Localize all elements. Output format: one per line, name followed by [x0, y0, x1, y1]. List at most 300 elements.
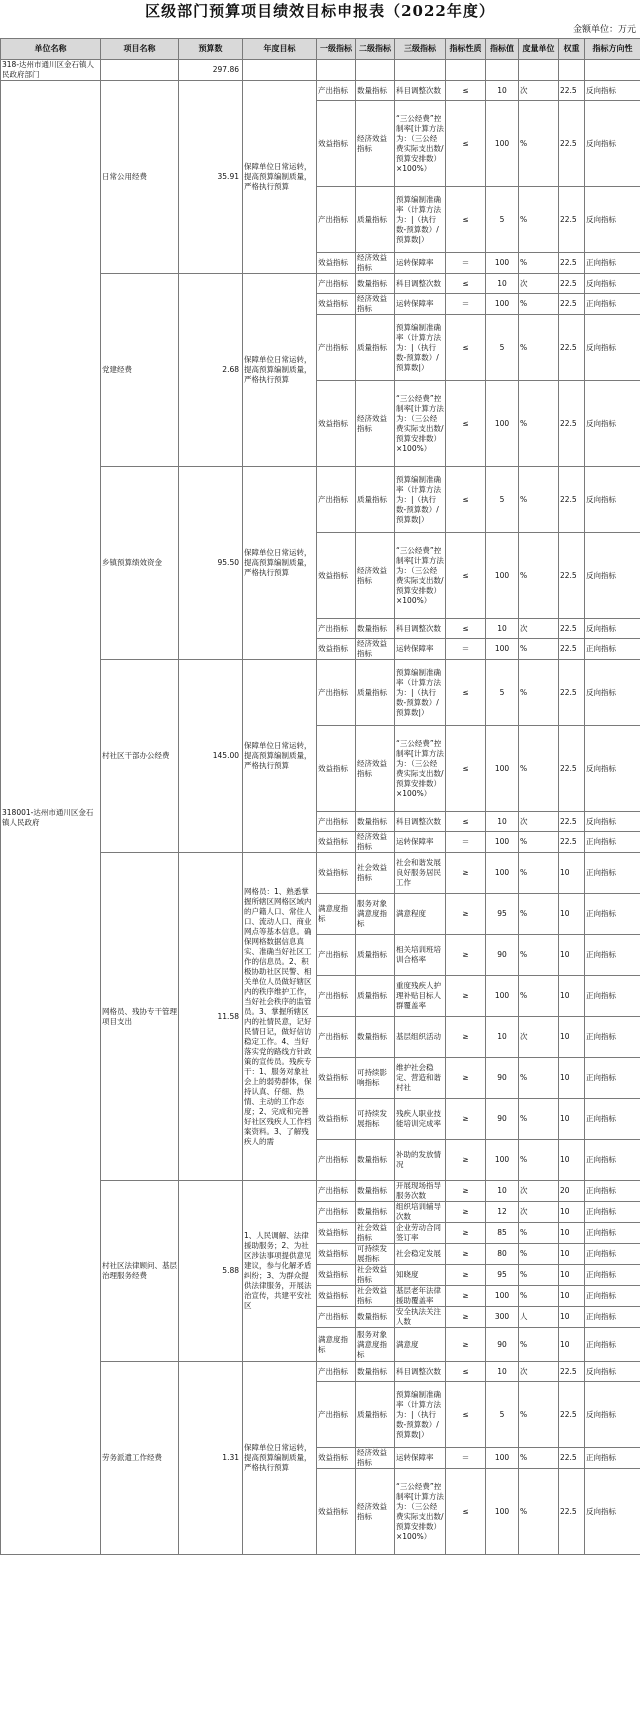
level3-indicator: 满意度 — [395, 1328, 446, 1362]
indicator-direction: 正向指标 — [585, 1181, 640, 1202]
level3-indicator: 运转保障率 — [395, 832, 446, 853]
level3-indicator: 开展现场指导服务次数 — [395, 1181, 446, 1202]
indicator-value: 10 — [486, 812, 519, 832]
measure-unit: % — [519, 660, 559, 726]
annual-goal: 保障单位日常运转，提高预算编制质量，严格执行预算 — [243, 274, 317, 467]
indicator-value: 90 — [486, 1058, 519, 1099]
level3-indicator: “三公经费”控制率[计算方法为：（三公经费实际支出数/预算安排数）×100%） — [395, 381, 446, 467]
level1-indicator: 效益指标 — [317, 853, 356, 894]
level3-indicator: 预算编制准确率（计算方法为：|（执行数-预算数）/预算数|） — [395, 1382, 446, 1448]
indicator-direction: 正向指标 — [585, 1140, 640, 1181]
indicator-nature: ≥ — [446, 976, 486, 1017]
level1-indicator: 产出指标 — [317, 187, 356, 253]
indicator-direction: 反向指标 — [585, 467, 640, 533]
measure-unit: 次 — [519, 1362, 559, 1382]
indicator-value: 10 — [486, 1362, 519, 1382]
level1-indicator: 产出指标 — [317, 1362, 356, 1382]
indicator-row — [1, 81, 640, 101]
level3-indicator: 运转保障率 — [395, 253, 446, 274]
level1-indicator: 效益指标 — [317, 294, 356, 315]
level3-indicator: “三公经费”控制率[计算方法为：（三公经费实际支出数/预算安排数）×100%） — [395, 533, 446, 619]
level2-indicator: 数量指标 — [356, 1202, 395, 1223]
indicator-nature: ≥ — [446, 853, 486, 894]
level1-indicator: 产出指标 — [317, 1181, 356, 1202]
level1-indicator: 产出指标 — [317, 1307, 356, 1328]
level3-indicator: 重度残疾人护理补贴目标人群覆盖率 — [395, 976, 446, 1017]
level1-indicator: 效益指标 — [317, 1469, 356, 1555]
indicator-direction: 反向指标 — [585, 660, 640, 726]
indicator-weight: 22.5 — [559, 187, 585, 253]
level1-indicator: 效益指标 — [317, 381, 356, 467]
level3-indicator: 科目调整次数 — [395, 81, 446, 101]
level2-indicator: 数量指标 — [356, 1362, 395, 1382]
level1-indicator: 产出指标 — [317, 1017, 356, 1058]
level1-indicator: 效益指标 — [317, 832, 356, 853]
unit-name: 318001-达州市通川区金石镇人民政府 — [1, 81, 101, 1555]
indicator-nature: ＝ — [446, 253, 486, 274]
measure-unit: % — [519, 726, 559, 812]
indicator-direction: 反向指标 — [585, 315, 640, 381]
level1-indicator: 产出指标 — [317, 935, 356, 976]
level3-indicator: “三公经费”控制率[计算方法为：（三公经费实际支出数/预算安排数）×100%） — [395, 1469, 446, 1555]
project-budget: 95.50 — [179, 467, 243, 660]
measure-unit: % — [519, 533, 559, 619]
level2-indicator: 质量指标 — [356, 467, 395, 533]
level3-indicator: 残疾人职业技能培训完成率 — [395, 1099, 446, 1140]
indicator-value: 85 — [486, 1223, 519, 1244]
col-annual-goal: 年度目标 — [243, 39, 317, 60]
level3-indicator: 补助的发放情况 — [395, 1140, 446, 1181]
indicator-weight: 10 — [559, 1017, 585, 1058]
indicator-value: 5 — [486, 660, 519, 726]
indicator-nature: ≤ — [446, 660, 486, 726]
indicator-value: 100 — [486, 1448, 519, 1469]
level1-indicator: 产出指标 — [317, 976, 356, 1017]
indicator-nature: ≤ — [446, 381, 486, 467]
indicator-value: 80 — [486, 1244, 519, 1265]
indicator-weight: 22.5 — [559, 533, 585, 619]
indicator-weight: 10 — [559, 1058, 585, 1099]
indicator-direction: 反向指标 — [585, 381, 640, 467]
level1-indicator: 产出指标 — [317, 660, 356, 726]
indicator-nature: ≥ — [446, 1328, 486, 1362]
indicator-nature: ≤ — [446, 1469, 486, 1555]
measure-unit: % — [519, 187, 559, 253]
indicator-value: 100 — [486, 832, 519, 853]
project-budget: 1.31 — [179, 1362, 243, 1555]
measure-unit: % — [519, 467, 559, 533]
level3-indicator: 运转保障率 — [395, 1448, 446, 1469]
col-direction: 指标方向性 — [585, 39, 640, 60]
indicator-nature: ≤ — [446, 533, 486, 619]
level3-indicator: 预算编制准确率（计算方法为：|（执行数-预算数）/预算数|） — [395, 187, 446, 253]
level3-indicator: 基层老年法律援助覆盖率 — [395, 1286, 446, 1307]
level2-indicator: 经济效益指标 — [356, 1448, 395, 1469]
level3-indicator: 科目调整次数 — [395, 1362, 446, 1382]
indicator-nature: ≤ — [446, 187, 486, 253]
measure-unit: % — [519, 315, 559, 381]
indicator-value: 5 — [486, 187, 519, 253]
col-project-name: 项目名称 — [101, 39, 179, 60]
col-weight: 权重 — [559, 39, 585, 60]
indicator-direction: 正向指标 — [585, 935, 640, 976]
indicator-value: 100 — [486, 1286, 519, 1307]
annual-goal: 保障单位日常运转，提高预算编制质量，严格执行预算 — [243, 1362, 317, 1555]
indicator-weight: 10 — [559, 1265, 585, 1286]
indicator-direction: 正向指标 — [585, 894, 640, 935]
level1-indicator: 产出指标 — [317, 812, 356, 832]
indicator-nature: ≤ — [446, 101, 486, 187]
level2-indicator: 数量指标 — [356, 274, 395, 294]
level1-indicator: 效益指标 — [317, 533, 356, 619]
indicator-value: 100 — [486, 533, 519, 619]
level1-indicator: 产出指标 — [317, 1202, 356, 1223]
level3-indicator: 科目调整次数 — [395, 812, 446, 832]
indicator-nature: ≥ — [446, 1202, 486, 1223]
department-name: 318-达州市通川区金石镇人民政府部门 — [1, 60, 101, 81]
indicator-weight: 22.5 — [559, 315, 585, 381]
indicator-weight: 22.5 — [559, 660, 585, 726]
col-measure-unit: 度量单位 — [519, 39, 559, 60]
measure-unit: % — [519, 1448, 559, 1469]
indicator-direction: 正向指标 — [585, 1017, 640, 1058]
annual-goal: 保障单位日常运转，提高预算编制质量，严格执行预算 — [243, 81, 317, 274]
indicator-nature: ≤ — [446, 1382, 486, 1448]
measure-unit: % — [519, 1469, 559, 1555]
indicator-value: 100 — [486, 381, 519, 467]
indicator-weight: 22.5 — [559, 467, 585, 533]
measure-unit: % — [519, 832, 559, 853]
indicator-direction: 反向指标 — [585, 1469, 640, 1555]
project-name: 村社区法律顾问、基层治理服务经费 — [101, 1181, 179, 1362]
project-name: 党建经费 — [101, 274, 179, 467]
indicator-nature: ≤ — [446, 726, 486, 812]
indicator-weight: 10 — [559, 976, 585, 1017]
indicator-weight: 22.5 — [559, 726, 585, 812]
department-total-row — [1, 60, 640, 81]
department-budget: 297.86 — [179, 60, 243, 81]
measure-unit: 次 — [519, 619, 559, 639]
indicator-direction: 正向指标 — [585, 639, 640, 660]
level2-indicator: 服务对象满意度指标 — [356, 894, 395, 935]
indicator-direction: 正向指标 — [585, 853, 640, 894]
level3-indicator: 社会稳定发展 — [395, 1244, 446, 1265]
level1-indicator: 效益指标 — [317, 1448, 356, 1469]
level2-indicator: 社会效益指标 — [356, 1223, 395, 1244]
measure-unit: % — [519, 639, 559, 660]
measure-unit: % — [519, 1286, 559, 1307]
table-body — [1, 60, 640, 1555]
level2-indicator: 经济效益指标 — [356, 533, 395, 619]
project-budget: 145.00 — [179, 660, 243, 853]
measure-unit: % — [519, 935, 559, 976]
level3-indicator: 组织培训辅导次数 — [395, 1202, 446, 1223]
level2-indicator: 经济效益指标 — [356, 726, 395, 812]
indicator-weight: 10 — [559, 853, 585, 894]
indicator-direction: 反向指标 — [585, 1382, 640, 1448]
measure-unit: 次 — [519, 812, 559, 832]
col-level3: 三级指标 — [395, 39, 446, 60]
level1-indicator: 效益指标 — [317, 726, 356, 812]
level1-indicator: 效益指标 — [317, 253, 356, 274]
indicator-direction: 反向指标 — [585, 274, 640, 294]
indicator-value: 90 — [486, 1099, 519, 1140]
indicator-nature: ≥ — [446, 1140, 486, 1181]
indicator-weight: 10 — [559, 1328, 585, 1362]
level3-indicator: “三公经费”控制率[计算方法为：（三公经费实际支出数/预算安排数）×100%） — [395, 101, 446, 187]
indicator-nature: ≥ — [446, 1099, 486, 1140]
indicator-nature: ≥ — [446, 1058, 486, 1099]
indicator-value: 90 — [486, 935, 519, 976]
measure-unit: % — [519, 1382, 559, 1448]
level3-indicator: 维护社会稳定、营造和谐村社 — [395, 1058, 446, 1099]
project-name: 日常公用经费 — [101, 81, 179, 274]
indicator-nature: ≤ — [446, 1362, 486, 1382]
indicator-weight: 22.5 — [559, 619, 585, 639]
measure-unit: % — [519, 976, 559, 1017]
level3-indicator: 满意程度 — [395, 894, 446, 935]
indicator-direction: 反向指标 — [585, 533, 640, 619]
indicator-nature: ≥ — [446, 894, 486, 935]
indicator-value: 100 — [486, 253, 519, 274]
indicator-direction: 正向指标 — [585, 1099, 640, 1140]
measure-unit: 次 — [519, 1202, 559, 1223]
indicator-nature: ≥ — [446, 1181, 486, 1202]
indicator-value: 95 — [486, 894, 519, 935]
level2-indicator: 数量指标 — [356, 1181, 395, 1202]
level1-indicator: 产出指标 — [317, 81, 356, 101]
indicator-weight: 22.5 — [559, 1382, 585, 1448]
indicator-value: 100 — [486, 1140, 519, 1181]
indicator-value: 5 — [486, 467, 519, 533]
indicator-nature: ≥ — [446, 1307, 486, 1328]
indicator-weight: 22.5 — [559, 101, 585, 187]
indicator-weight: 10 — [559, 1244, 585, 1265]
measure-unit: % — [519, 381, 559, 467]
level3-indicator: 科目调整次数 — [395, 619, 446, 639]
indicator-weight: 10 — [559, 1307, 585, 1328]
level1-indicator: 满意度指标 — [317, 1328, 356, 1362]
level1-indicator: 产出指标 — [317, 1382, 356, 1448]
measure-unit: % — [519, 294, 559, 315]
indicator-direction: 反向指标 — [585, 187, 640, 253]
level2-indicator: 质量指标 — [356, 976, 395, 1017]
measure-unit: % — [519, 101, 559, 187]
annual-goal: 保障单位日常运转，提高预算编制质量，严格执行预算 — [243, 660, 317, 853]
level1-indicator: 产出指标 — [317, 467, 356, 533]
level3-indicator: 科目调整次数 — [395, 274, 446, 294]
indicator-direction: 正向指标 — [585, 294, 640, 315]
indicator-weight: 10 — [559, 1140, 585, 1181]
indicator-weight: 10 — [559, 935, 585, 976]
indicator-nature: ≤ — [446, 81, 486, 101]
level2-indicator: 数量指标 — [356, 619, 395, 639]
level3-indicator: 预算编制准确率（计算方法为：|（执行数-预算数）/预算数|） — [395, 467, 446, 533]
indicator-direction: 反向指标 — [585, 101, 640, 187]
level2-indicator: 经济效益指标 — [356, 1469, 395, 1555]
indicator-nature: ＝ — [446, 832, 486, 853]
indicator-value: 100 — [486, 976, 519, 1017]
level2-indicator: 经济效益指标 — [356, 294, 395, 315]
measure-unit: 人 — [519, 1307, 559, 1328]
indicator-nature: ≥ — [446, 935, 486, 976]
measure-unit: 次 — [519, 274, 559, 294]
annual-goal: 保障单位日常运转，提高预算编制质量，严格执行预算 — [243, 467, 317, 660]
level2-indicator: 数量指标 — [356, 1307, 395, 1328]
project-budget: 2.68 — [179, 274, 243, 467]
level2-indicator: 质量指标 — [356, 187, 395, 253]
level1-indicator: 效益指标 — [317, 1244, 356, 1265]
measure-unit: % — [519, 253, 559, 274]
indicator-nature: ≥ — [446, 1265, 486, 1286]
indicator-direction: 正向指标 — [585, 253, 640, 274]
indicator-direction: 正向指标 — [585, 1448, 640, 1469]
indicator-value: 5 — [486, 1382, 519, 1448]
report-title: 区级部门预算项目绩效目标申报表（2022年度） — [145, 2, 495, 20]
level3-indicator: “三公经费”控制率[计算方法为：（三公经费实际支出数/预算安排数）×100%） — [395, 726, 446, 812]
level2-indicator: 质量指标 — [356, 315, 395, 381]
indicator-nature: ≤ — [446, 315, 486, 381]
indicator-nature: ≥ — [446, 1223, 486, 1244]
col-level2: 二级指标 — [356, 39, 395, 60]
level2-indicator: 数量指标 — [356, 81, 395, 101]
level2-indicator: 可持续影响指标 — [356, 1058, 395, 1099]
level1-indicator: 产出指标 — [317, 619, 356, 639]
header-row — [1, 39, 640, 60]
indicator-value: 10 — [486, 619, 519, 639]
indicator-value: 90 — [486, 1328, 519, 1362]
indicator-weight: 22.5 — [559, 253, 585, 274]
level3-indicator: 预算编制准确率（计算方法为：|（执行数-预算数）/预算数|） — [395, 660, 446, 726]
level3-indicator: 相关培训班培训合格率 — [395, 935, 446, 976]
level2-indicator: 经济效益指标 — [356, 253, 395, 274]
level2-indicator: 经济效益指标 — [356, 639, 395, 660]
indicator-value: 12 — [486, 1202, 519, 1223]
measure-unit: % — [519, 894, 559, 935]
indicator-weight: 20 — [559, 1181, 585, 1202]
level2-indicator: 经济效益指标 — [356, 832, 395, 853]
amount-unit-label: 金额单位：万元 — [572, 25, 636, 35]
indicator-direction: 正向指标 — [585, 976, 640, 1017]
level1-indicator: 满意度指标 — [317, 894, 356, 935]
measure-unit: % — [519, 1058, 559, 1099]
indicator-direction: 正向指标 — [585, 1058, 640, 1099]
indicator-value: 10 — [486, 1181, 519, 1202]
indicator-weight: 22.5 — [559, 1469, 585, 1555]
indicator-nature: ＝ — [446, 639, 486, 660]
indicator-direction: 反向指标 — [585, 81, 640, 101]
level3-indicator: 预算编制准确率（计算方法为：|（执行数-预算数）/预算数|） — [395, 315, 446, 381]
level2-indicator: 可持续发展指标 — [356, 1244, 395, 1265]
indicator-direction: 反向指标 — [585, 726, 640, 812]
measure-unit: 次 — [519, 1181, 559, 1202]
indicator-nature: ≥ — [446, 1244, 486, 1265]
level1-indicator: 效益指标 — [317, 1099, 356, 1140]
project-budget: 11.58 — [179, 853, 243, 1181]
level1-indicator: 效益指标 — [317, 1223, 356, 1244]
indicator-weight: 22.5 — [559, 1448, 585, 1469]
level2-indicator: 质量指标 — [356, 660, 395, 726]
level3-indicator: 企业劳动合同签订率 — [395, 1223, 446, 1244]
col-budget: 预算数 — [179, 39, 243, 60]
indicator-nature: ≤ — [446, 467, 486, 533]
measure-unit: % — [519, 1223, 559, 1244]
level2-indicator: 数量指标 — [356, 1140, 395, 1181]
level1-indicator: 效益指标 — [317, 1286, 356, 1307]
indicator-weight: 22.5 — [559, 294, 585, 315]
col-level1: 一级指标 — [317, 39, 356, 60]
project-name: 村社区干部办公经费 — [101, 660, 179, 853]
level2-indicator: 质量指标 — [356, 1382, 395, 1448]
indicator-weight: 10 — [559, 894, 585, 935]
level2-indicator: 数量指标 — [356, 1017, 395, 1058]
indicator-weight: 22.5 — [559, 832, 585, 853]
indicator-weight: 10 — [559, 1286, 585, 1307]
indicator-nature: ＝ — [446, 294, 486, 315]
indicator-direction: 正向指标 — [585, 1307, 640, 1328]
level3-indicator: 基层组织活动 — [395, 1017, 446, 1058]
indicator-direction: 反向指标 — [585, 1362, 640, 1382]
indicator-weight: 10 — [559, 1223, 585, 1244]
indicator-weight: 22.5 — [559, 381, 585, 467]
indicator-weight: 10 — [559, 1099, 585, 1140]
level3-indicator: 安全执法关注人数 — [395, 1307, 446, 1328]
indicator-nature: ≥ — [446, 1286, 486, 1307]
level2-indicator: 数量指标 — [356, 812, 395, 832]
indicator-value: 5 — [486, 315, 519, 381]
indicator-value: 100 — [486, 853, 519, 894]
level3-indicator: 运转保障率 — [395, 639, 446, 660]
indicator-direction: 正向指标 — [585, 1265, 640, 1286]
level1-indicator: 产出指标 — [317, 315, 356, 381]
level3-indicator: 知晓度 — [395, 1265, 446, 1286]
performance-table — [0, 38, 640, 1555]
indicator-weight: 10 — [559, 1202, 585, 1223]
indicator-nature: ≥ — [446, 1017, 486, 1058]
project-budget: 5.88 — [179, 1181, 243, 1362]
measure-unit: % — [519, 1099, 559, 1140]
indicator-weight: 22.5 — [559, 274, 585, 294]
indicator-value: 10 — [486, 1017, 519, 1058]
col-unit-name: 单位名称 — [1, 39, 101, 60]
level3-indicator: 社会和谐发展良好服务居民工作 — [395, 853, 446, 894]
level2-indicator: 社会效益指标 — [356, 1286, 395, 1307]
indicator-value: 100 — [486, 1469, 519, 1555]
indicator-direction: 正向指标 — [585, 832, 640, 853]
level2-indicator: 服务对象满意度指标 — [356, 1328, 395, 1362]
indicator-weight: 22.5 — [559, 812, 585, 832]
annual-goal: 网格员：1、熟悉掌握所辖区网格区域内的户籍人口、常住人口、流动人口、商业网点等基本信息。确保网格数据信息真实、准确当好社区工作的信息员。2、积极协助社区民警、相关单位人员做好辖区内的秩序维护工作，当好社会秩序的监管员。3、掌握所辖区内的社情民意，记好民情日记，做好信访稳定工作。4、当好落实党的路线方针政策的宣传员。残疾专干：1、服务对象社会上的弱势群体，保持认真、仔细、热情、主动的工作态度；2、完成和完善好社区残疾人工作档案资料。3、了解残疾人的需 — [243, 853, 317, 1181]
indicator-value: 10 — [486, 81, 519, 101]
indicator-direction: 反向指标 — [585, 619, 640, 639]
indicator-nature: ≤ — [446, 812, 486, 832]
indicator-weight: 22.5 — [559, 639, 585, 660]
col-nature: 指标性质 — [446, 39, 486, 60]
indicator-weight: 22.5 — [559, 81, 585, 101]
indicator-direction: 反向指标 — [585, 812, 640, 832]
indicator-direction: 正向指标 — [585, 1328, 640, 1362]
level1-indicator: 效益指标 — [317, 1058, 356, 1099]
level1-indicator: 产出指标 — [317, 1140, 356, 1181]
indicator-value: 95 — [486, 1265, 519, 1286]
indicator-direction: 正向指标 — [585, 1202, 640, 1223]
project-name: 劳务派遣工作经费 — [101, 1362, 179, 1555]
indicator-direction: 正向指标 — [585, 1244, 640, 1265]
measure-unit: % — [519, 1265, 559, 1286]
measure-unit: % — [519, 1328, 559, 1362]
level2-indicator: 质量指标 — [356, 935, 395, 976]
level1-indicator: 效益指标 — [317, 1265, 356, 1286]
